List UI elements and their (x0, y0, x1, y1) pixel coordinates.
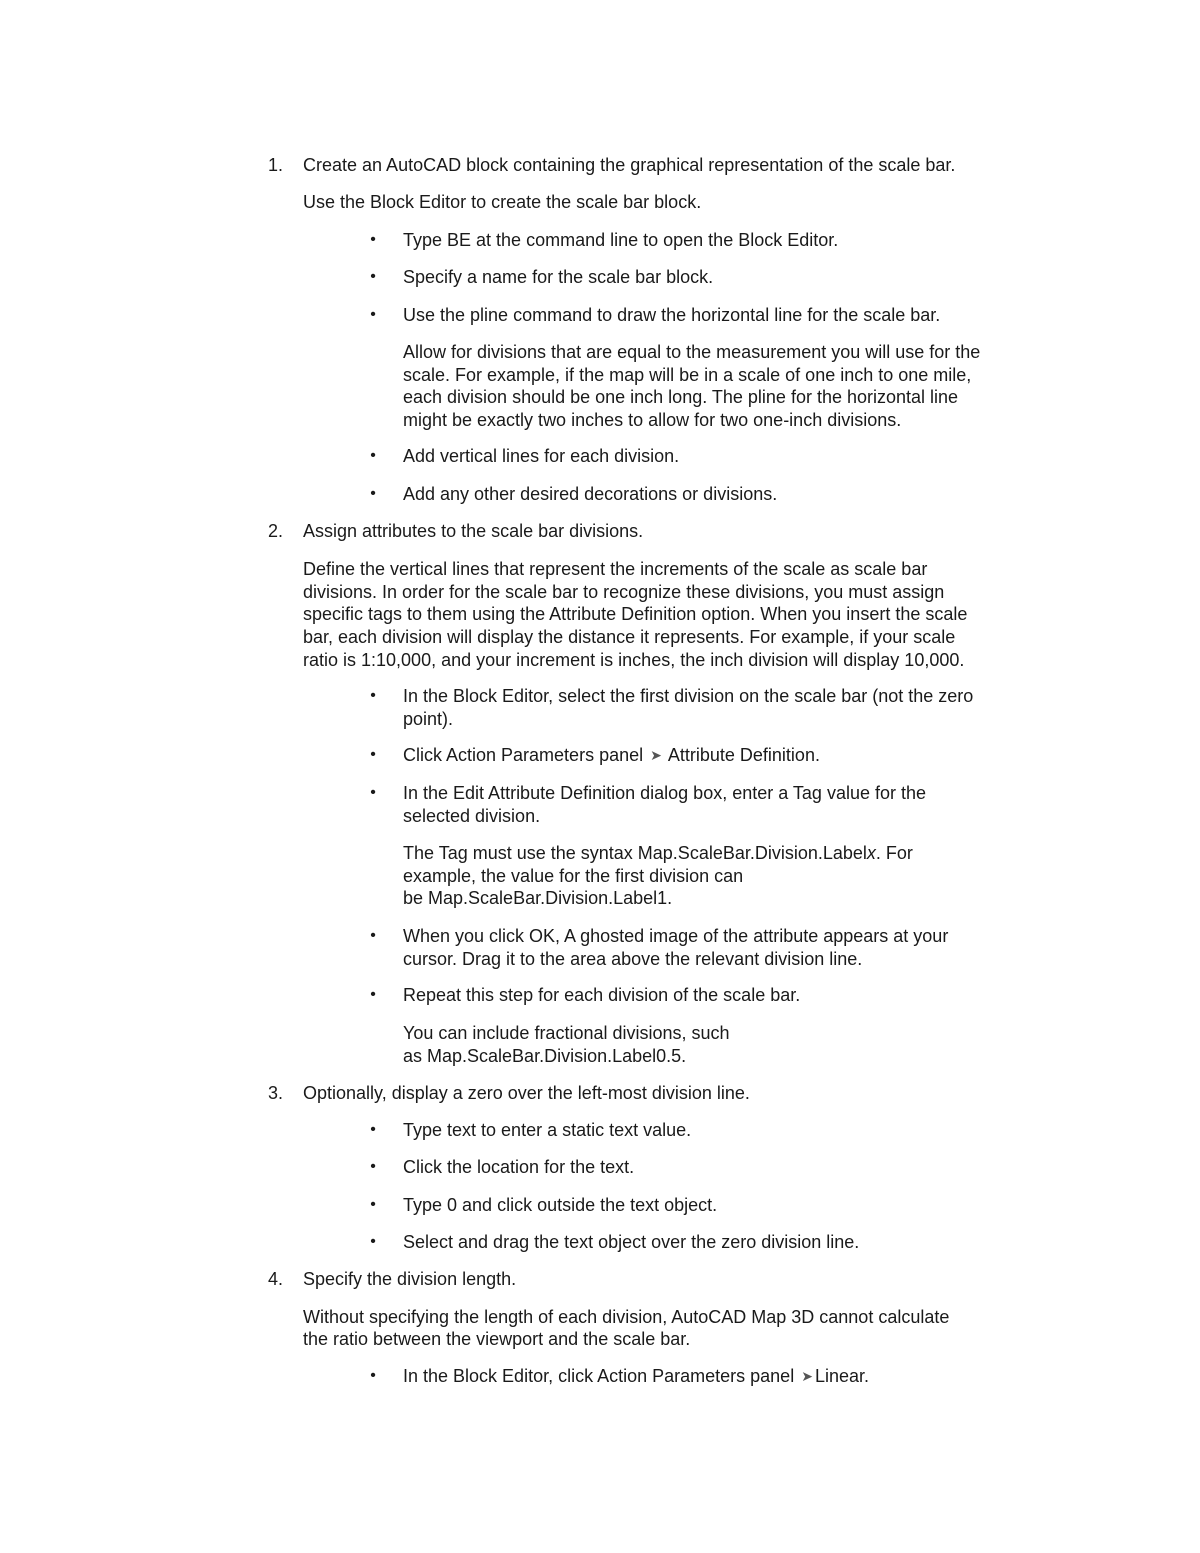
list-item-line: cursor. Drag it to the area above the relevant division line. (403, 949, 863, 969)
note-line: scale. For example, if the map will be in a scale of one inch to one mile, (403, 365, 972, 385)
bullet-icon: • (370, 986, 376, 1003)
list-item-line: When you click OK, A ghosted image of the attribute appears at your (403, 926, 949, 946)
note-line: each division should be one inch long. The pline for the horizontal line (403, 387, 959, 407)
step-title: Optionally, display a zero over the left-most division line. (303, 1083, 750, 1103)
step-intro: Use the Block Editor to create the scale bar block. (303, 192, 702, 212)
note-line: Allow for divisions that are equal to the measurement you will use for the (403, 342, 981, 362)
note-line: might be exactly two inches to allow for two one-inch divisions. (403, 410, 902, 430)
tag-note-line: example, the value for the first division can (403, 866, 744, 886)
bullet-icon: • (370, 1367, 376, 1384)
bullet-icon: • (370, 231, 376, 248)
intro-line: the ratio between the viewport and the scale bar. (303, 1329, 691, 1349)
step-title: Assign attributes to the scale bar divisions. (303, 521, 644, 541)
list-item: Click the location for the text. (403, 1157, 635, 1177)
bullet-icon: • (370, 485, 376, 502)
arrow-right-icon: ➤ (650, 747, 662, 763)
list-item (403, 744, 820, 767)
menu-path-end: Linear. (814, 1366, 869, 1386)
tag-note-end: . For (875, 843, 913, 863)
list-item-line: point). (403, 709, 454, 729)
step-number: 1. (268, 155, 284, 175)
list-item: Add any other desired decorations or divisions. (403, 484, 778, 504)
bullet-icon: • (370, 1121, 376, 1138)
menu-path-end: Attribute Definition. (667, 745, 820, 765)
step-number: 2. (268, 521, 284, 541)
list-item: Repeat this step for each division of the scale bar. (403, 985, 801, 1005)
intro-line: Without specifying the length of each division, AutoCAD Map 3D cannot calculate (303, 1307, 950, 1327)
intro-line: specific tags to them using the Attribute Definition option. When you insert the scale (303, 604, 968, 624)
list-item: Add vertical lines for each division. (403, 446, 680, 466)
intro-line: Define the vertical lines that represent the increments of the scale as scale bar (303, 559, 928, 579)
bullet-icon: • (370, 306, 376, 323)
step-title: Create an AutoCAD block containing the graphical representation of the scale bar. (303, 155, 956, 175)
bullet-icon: • (370, 687, 376, 704)
tag-note-start: The Tag must use the syntax Map.ScaleBar.Division.Label (403, 843, 867, 863)
tag-note-line (403, 842, 913, 865)
intro-line: divisions. In order for the scale bar to recognize these divisions, you must assign (303, 582, 945, 602)
list-item-line: selected division. (403, 806, 541, 826)
intro-line: bar, each division will display the distance it represents. For example, if your scale (303, 627, 956, 647)
list-item-line: In the Edit Attribute Definition dialog box, enter a Tag value for the (403, 783, 927, 803)
intro-line: ratio is 1:10,000, and your increment is inches, the inch division will display 10,000. (303, 650, 965, 670)
list-item: Specify a name for the scale bar block. (403, 267, 714, 287)
bullet-icon: • (370, 927, 376, 944)
bullet-icon: • (370, 447, 376, 464)
bullet-icon: • (370, 268, 376, 285)
step-number: 4. (268, 1269, 284, 1289)
tag-note-line: be Map.ScaleBar.Division.Label1. (403, 888, 673, 908)
step-number: 3. (268, 1083, 284, 1103)
list-item: Type 0 and click outside the text object. (403, 1195, 718, 1215)
list-item: Select and drag the text object over the zero division line. (403, 1232, 860, 1252)
fraction-note-line: as Map.ScaleBar.Division.Label0.5. (403, 1046, 687, 1066)
fraction-note-line: You can include fractional divisions, such (403, 1023, 730, 1043)
bullet-icon: • (370, 1196, 376, 1213)
list-item-line: In the Block Editor, select the first division on the scale bar (not the zero (403, 686, 974, 706)
tag-note-variable: x (866, 843, 876, 863)
bullet-icon: • (370, 784, 376, 801)
menu-path-start: In the Block Editor, click Action Parameters panel (403, 1366, 795, 1386)
list-item: Type text to enter a static text value. (403, 1120, 692, 1140)
step-title: Specify the division length. (303, 1269, 517, 1289)
list-item (403, 1365, 869, 1388)
bullet-icon: • (370, 1158, 376, 1175)
menu-path-start: Click Action Parameters panel (403, 745, 644, 765)
list-item: Use the pline command to draw the horizontal line for the scale bar. (403, 305, 941, 325)
bullet-icon: • (370, 1233, 376, 1250)
arrow-right-icon: ➤ (801, 1368, 813, 1384)
list-item: Type BE at the command line to open the Block Editor. (403, 230, 839, 250)
bullet-icon: • (370, 746, 376, 763)
